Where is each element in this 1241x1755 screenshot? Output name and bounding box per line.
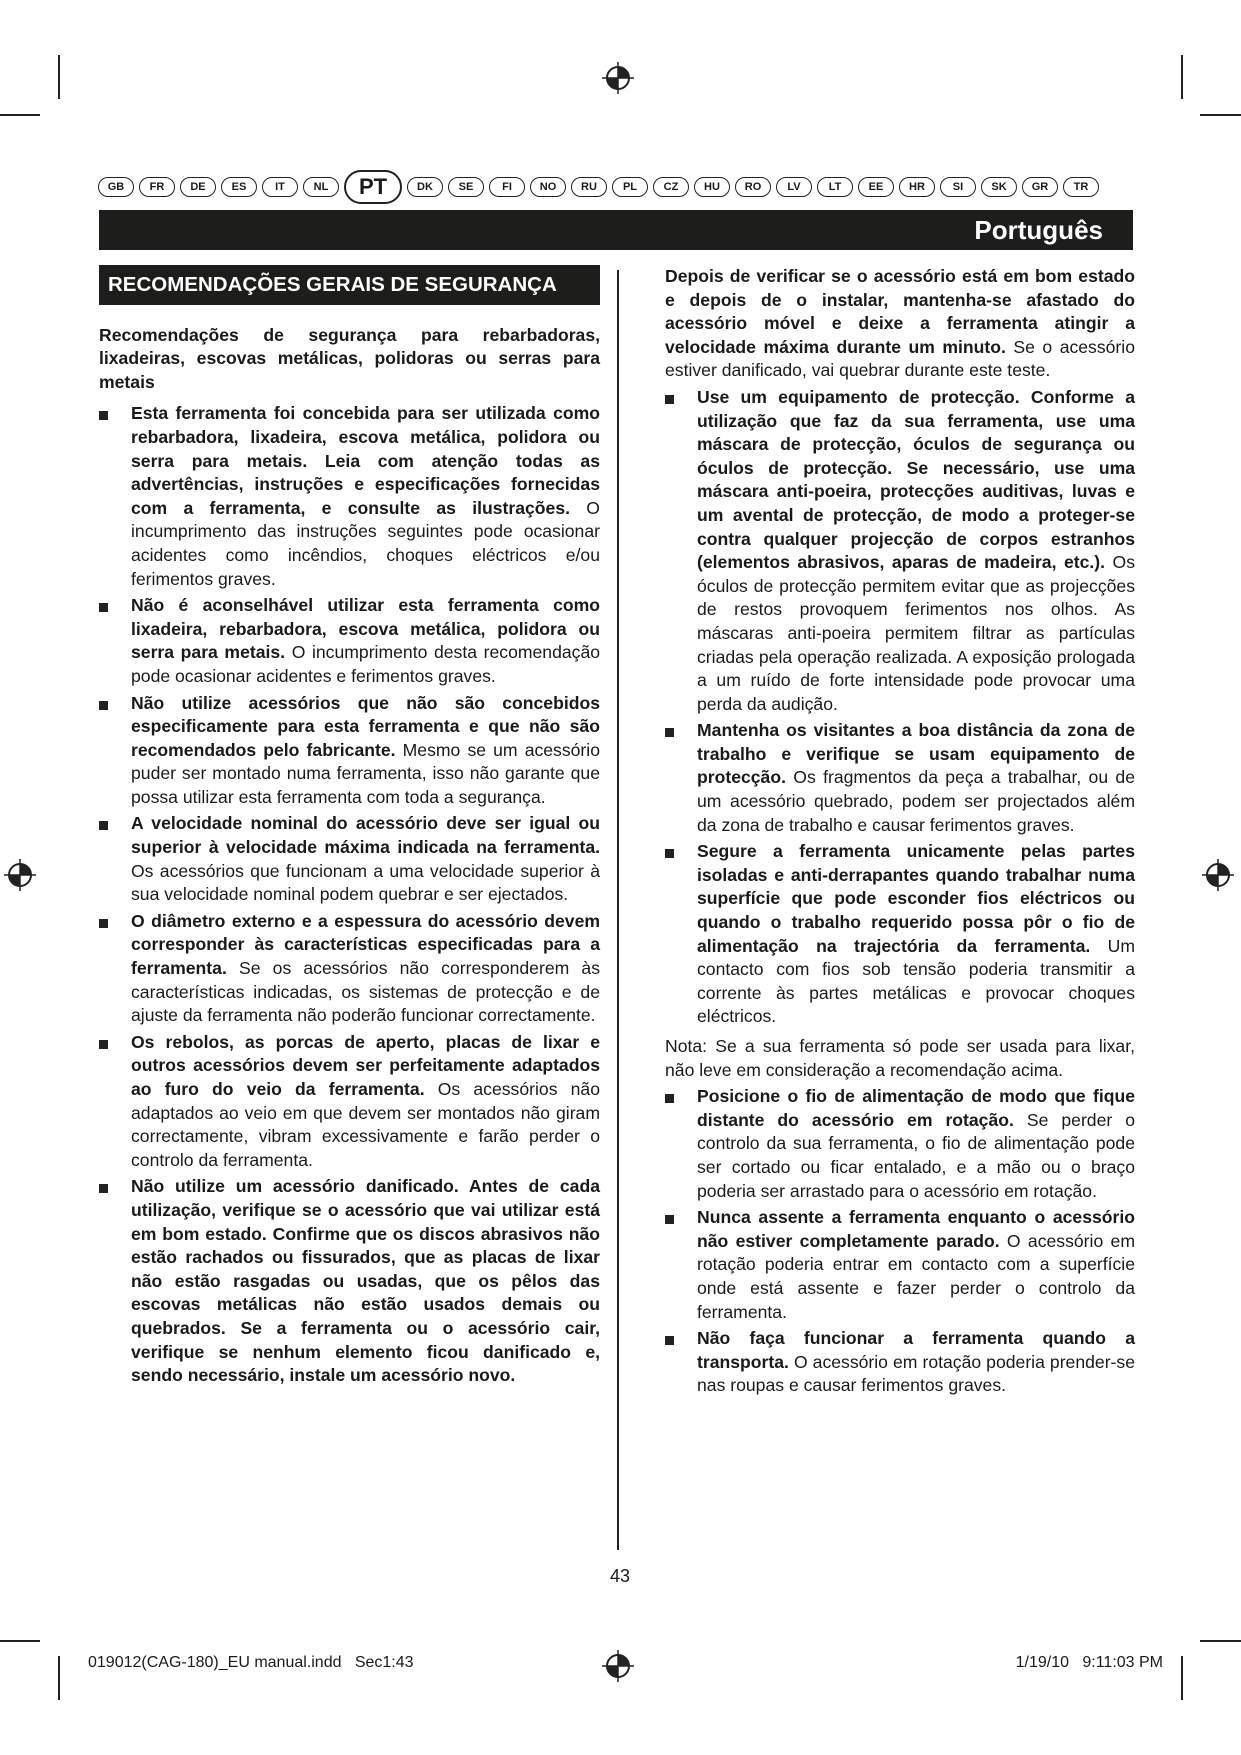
registration-mark-icon: [600, 60, 636, 96]
column-divider: [617, 270, 619, 1550]
square-bullet-icon: [99, 411, 108, 420]
language-title: Português: [974, 214, 1103, 245]
square-bullet-icon: [99, 701, 108, 710]
language-code-hu: HU: [694, 177, 730, 197]
language-code-no: NO: [530, 177, 566, 197]
registration-mark-icon: [600, 1648, 636, 1684]
crop-mark: [58, 55, 60, 99]
language-code-ee: EE: [858, 177, 894, 197]
language-code-si: SI: [940, 177, 976, 197]
language-code-tr: TR: [1063, 177, 1099, 197]
language-selector: [98, 168, 1138, 206]
bullet-item: Segure a ferramenta unicamente pelas partes isoladas e anti-derrapantes quando trabalhar numa superfície que pode esconder fios eléctricos ou quando o trabalho requerido possa pôr o fio de alimentação na trajectória da ferramenta. Um contacto com fios sob tensão poderia transmitir a corrente às partes metálicas e provocar choques eléctricos.: [665, 840, 1135, 1029]
language-code-gr: GR: [1022, 177, 1058, 197]
language-code-pl: PL: [612, 177, 648, 197]
section-subtitle: Recomendações de segurança para rebarbadoras, lixadeiras, escovas metálicas, polidoras ou serras para metais: [99, 324, 600, 392]
language-code-cz: CZ: [653, 177, 689, 197]
language-code-nl: NL: [303, 177, 339, 197]
right-item-list: [665, 386, 1135, 1029]
language-code-ru: RU: [571, 177, 607, 197]
footer-timestamp: 1/19/10 9:11:03 PM: [1015, 1654, 1163, 1671]
crop-mark: [1181, 1656, 1183, 1700]
bullet-item: Não é aconselhável utilizar esta ferramenta como lixadeira, rebarbadora, escova metálica, polidora ou serra para metais. O incumprimento desta recomendação pode ocasionar acidentes e ferimentos graves.: [99, 594, 600, 688]
bullet-item: O diâmetro externo e a espessura do acessório devem corresponder às características especificadas para a ferramenta. Se os acessórios não corresponderem às características indicadas, os sistemas de protecção e de ajuste da ferramenta não poderão funcionar correctamente.: [99, 910, 600, 1028]
square-bullet-icon: [99, 1040, 108, 1049]
bullet-item: Use um equipamento de protecção. Conforme a utilização que faz da sua ferramenta, use uma máscara de protecção, óculos de segurança ou óculos de protecção. Se necessário, use uma máscara anti-poeira, protecções auditivas, luvas e um avental de protecção, de modo a proteger-se contra qualquer projecção de corpos estranhos (elementos abrasivos, aparas de madeira, etc.). Os óculos de protecção permitem evitar que as projecções de restos provoquem ferimentos nos olhos. As máscaras anti-poeira permitem filtrar as partículas criadas pela operação realizada. A exposição prologada a um ruído de forte intensidade pode provocar uma perda da audição.: [665, 386, 1135, 716]
crop-mark: [1200, 1640, 1241, 1642]
language-code-sk: SK: [981, 177, 1017, 197]
square-bullet-icon: [665, 728, 674, 737]
language-code-lt: LT: [817, 177, 853, 197]
note-paragraph: Nota: Se a sua ferramenta só pode ser usada para lixar, não leve em consideração a recomendação acima.: [665, 1036, 1135, 1080]
bullet-item: A velocidade nominal do acessório deve ser igual ou superior à velocidade máxima indicada na ferramenta. Os acessórios que funcionam a uma velocidade superior à sua velocidade nominal podem quebrar e ser ejectados.: [99, 812, 600, 906]
square-bullet-icon: [665, 395, 674, 404]
bullet-item: Os rebolos, as porcas de aperto, placas de lixar e outros acessórios devem ser perfeitamente adaptados ao furo do veio da ferramenta. Os acessórios não adaptados ao veio em que devem ser montados não giram correctamente, vibram excessivamente e farão perder o controlo da ferramenta.: [99, 1031, 600, 1173]
right-item-list-2: [665, 1085, 1135, 1398]
square-bullet-icon: [99, 603, 108, 612]
page-number: 43: [609, 1566, 631, 1586]
language-code-fi: FI: [489, 177, 525, 197]
square-bullet-icon: [665, 1215, 674, 1224]
registration-mark-icon: [2, 857, 38, 893]
bullet-item: Esta ferramenta foi concebida para ser utilizada como rebarbadora, lixadeira, escova metálica, polidora ou serra para metais. Leia com atenção todas as advertências, instruções e especificações fornecidas com a ferramenta, e consulte as ilustrações. O incumprimento das instruções seguintes pode ocasionar acidentes como incêndios, choques eléctricos e/ou ferimentos graves.: [99, 402, 600, 591]
continuation-paragraph: Depois de verificar se o acessório está em bom estado e depois de o instalar, mantenha-se afastado do acessório móvel e deixe a ferramenta atingir a velocidade máxima durante um minuto. Se o acessório estiver danificado, vai quebrar durante este teste.: [665, 266, 1135, 381]
bullet-item: Não utilize acessórios que não são concebidos especificamente para esta ferramenta e que não são recomendados pelo fabricante. Mesmo se um acessório puder ser montado numa ferramenta, isso não garante que possa utilizar esta ferramenta com toda a segurança.: [99, 692, 600, 810]
crop-mark: [1181, 55, 1183, 99]
left-column: [99, 265, 600, 1391]
language-code-hr: HR: [899, 177, 935, 197]
crop-mark: [58, 1656, 60, 1700]
square-bullet-icon: [99, 1184, 108, 1193]
language-code-de: DE: [180, 177, 216, 197]
language-code-gb: GB: [98, 177, 134, 197]
bullet-item: Posicione o fio de alimentação de modo que fique distante do acessório em rotação. Se perder o controlo da sua ferramenta, o fio de alimentação pode ser cortado ou ficar entalado, e a mão ou o braço poderia ser arrastado para o acessório em rotação.: [665, 1085, 1135, 1203]
language-code-lv: LV: [776, 177, 812, 197]
square-bullet-icon: [665, 1336, 674, 1345]
square-bullet-icon: [665, 1094, 674, 1103]
section-heading: RECOMENDAÇÕES GERAIS DE SEGURANÇA: [99, 265, 600, 305]
language-code-fr: FR: [139, 177, 175, 197]
language-code-pt: PT: [344, 170, 402, 204]
language-code-it: IT: [262, 177, 298, 197]
square-bullet-icon: [99, 919, 108, 928]
left-item-list: [99, 402, 600, 1387]
bullet-item: Nunca assente a ferramenta enquanto o acessório não estiver completamente parado. O acessório em rotação poderia entrar em contacto com a superfície onde está assente e fazer perder o controlo da ferramenta.: [665, 1206, 1135, 1324]
language-code-se: SE: [448, 177, 484, 197]
registration-mark-icon: [1200, 857, 1236, 893]
language-code-ro: RO: [735, 177, 771, 197]
crop-mark: [1200, 114, 1241, 116]
square-bullet-icon: [665, 849, 674, 858]
footer-file-info: 019012(CAG-180)_EU manual.indd Sec1:43: [88, 1654, 414, 1671]
language-code-es: ES: [221, 177, 257, 197]
right-column: [665, 265, 1135, 1401]
bullet-item: Mantenha os visitantes a boa distância da zona de trabalho e verifique se usam equipamento de protecção. Os fragmentos da peça a trabalhar, ou de um acessório quebrado, podem ser projectados além da zona de trabalho e causar ferimentos graves.: [665, 719, 1135, 837]
bullet-item: Não faça funcionar a ferramenta quando a transporta. O acessório em rotação poderia prender-se nas roupas e causar ferimentos graves.: [665, 1327, 1135, 1398]
language-code-dk: DK: [407, 177, 443, 197]
square-bullet-icon: [99, 821, 108, 830]
crop-mark: [0, 114, 40, 116]
language-banner: [99, 210, 1133, 250]
bullet-item: Não utilize um acessório danificado. Antes de cada utilização, verifique se o acessório que vai utilizar está em bom estado. Confirme que os discos abrasivos não estão rachados ou fissurados, que as placas de lixar não estão rasgadas ou usadas, que os pêlos das escovas metálicas não estão usados demais ou quebrados. Se a ferramenta ou o acessório cair, verifique se nenhum elemento ficou danificado e, sendo necessário, instale um acessório novo.: [99, 1175, 600, 1387]
crop-mark: [0, 1640, 40, 1642]
